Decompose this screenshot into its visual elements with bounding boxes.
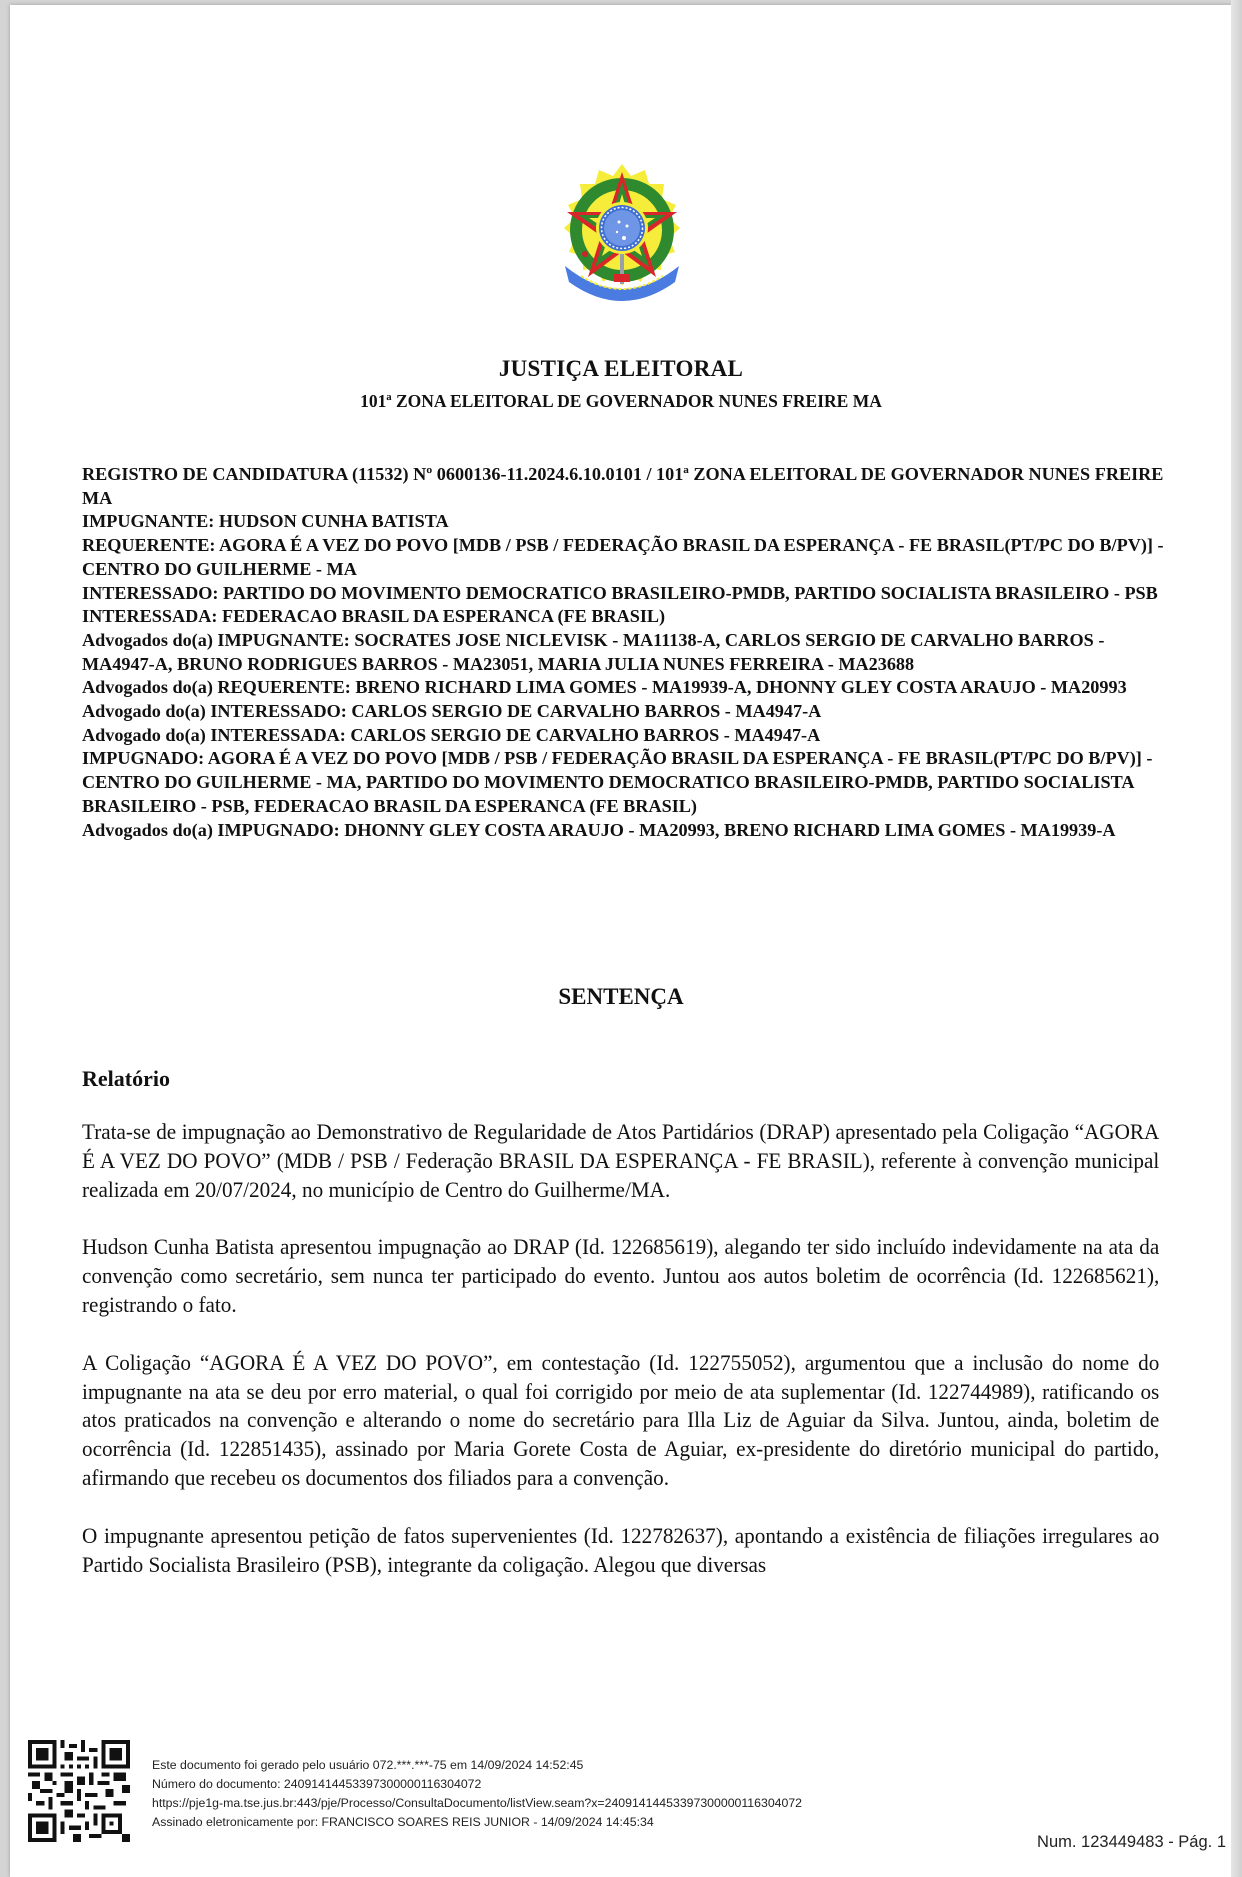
section-heading: Relatório xyxy=(82,1066,170,1091)
qr-code-icon[interactable] xyxy=(28,1740,130,1842)
sentence-body xyxy=(82,1118,1160,1608)
document-url-link[interactable]: https://pje1g-ma.tse.jus.br:443/pje/Processo/ConsultaDocumento/listView.seam?x=24091414453397300000116304072 xyxy=(152,1796,803,1810)
case-registration: REGISTRO DE CANDIDATURA (11532) Nº 0600136-11.2024.6.10.0101 / 101ª ZONA ELEITORAL DE GOVERNADOR NUNES FREIRE MA xyxy=(82,464,1164,508)
case-lawyer-interessado: Advogado do(a) INTERESSADO: CARLOS SERGIO DE CARVALHO BARROS - MA4947-A xyxy=(82,701,822,722)
brazil-coat-of-arms-icon xyxy=(557,162,687,304)
case-interessada: INTERESSADA: FEDERACAO BRASIL DA ESPERANCA (FE BRASIL) xyxy=(82,606,666,627)
paragraph: A Coligação “AGORA É A VEZ DO POVO”, em contestação (Id. 122755052), argumentou que a inclusão do nome do impugnante na ata se deu por erro material, o qual foi corrigido por meio de ata suplementar (Id. 122744989), ratificando os atos praticados na convenção e alterando o nome do secretário para Illa Liz de Aguiar da Silva. Juntou, ainda, boletim de ocorrência (Id. 122851435), assinado por Maria Gorete Costa de Aguiar, ex-presidente do diretório municipal do partido, afirmando que recebeu os documentos dos filiados para a convenção. xyxy=(82,1349,1160,1490)
case-impugnante: IMPUGNANTE: HUDSON CUNHA BATISTA xyxy=(82,511,449,532)
case-lawyers-impugnante: Advogados do(a) IMPUGNANTE: SOCRATES JOSE NICLEVISK - MA11138-A, CARLOS SERGIO DE CARVALHO BARROS - MA4947-A, BRUNO RODRIGUES BARROS - MA23051, MARIA JULIA NUNES FERREIRA - MA23688 xyxy=(82,629,1105,674)
case-interessado: INTERESSADO: PARTIDO DO MOVIMENTO DEMOCRATICO BRASILEIRO-PMDB, PARTIDO SOCIALISTA BRASILEIRO - PSB xyxy=(82,582,1158,603)
scrollbar-track[interactable] xyxy=(1231,0,1242,1877)
page-number: Num. 123449483 - Pág. 1 xyxy=(1037,1833,1226,1851)
generated-info: Este documento foi gerado pelo usuário 072.***.***-75 em 14/09/2024 14:52:45 xyxy=(152,1758,584,1772)
court-zone: 101ª ZONA ELEITORAL DE GOVERNADOR NUNES FREIRE MA xyxy=(360,391,882,411)
case-impugnado: IMPUGNADO: AGORA É A VEZ DO POVO [MDB / PSB / FEDERAÇÃO BRASIL DA ESPERANÇA - FE BRASIL(PT/PC DO B/PV)] - CENTRO DO GUILHERME - MA, PARTIDO DO MOVIMENTO DEMOCRATICO BRASILEIRO-PMDB, PARTIDO SOCIALISTA BRASILEIRO - PSB, FEDERACAO BRASIL DA ESPERANCA (FE BRASIL) xyxy=(82,748,1153,816)
document-number: Número do documento: 24091414453397300000116304072 xyxy=(152,1777,482,1791)
court-title: JUSTIÇA ELEITORAL xyxy=(498,356,744,381)
paragraph: Trata-se de impugnação ao Demonstrativo de Regularidade de Atos Partidários (DRAP) apresentado pela Coligação “AGORA É A VEZ DO POVO” (MDB / PSB / Federação BRASIL DA ESPERANÇA - FE BRASIL), referente à convenção municipal realizada em 20/07/2024, no município de Centro do Guilherme/MA. xyxy=(82,1119,1160,1202)
sentence-title: SENTENÇA xyxy=(558,984,684,1009)
case-lawyers-impugnado: Advogados do(a) IMPUGNADO: DHONNY GLEY COSTA ARAUJO - MA20993, BRENO RICHARD LIMA GOMES - MA19939-A xyxy=(82,819,1116,840)
case-header xyxy=(82,463,1172,842)
document-footer xyxy=(152,1756,802,1832)
case-lawyers-requerente: Advogados do(a) REQUERENTE: BRENO RICHARD LIMA GOMES - MA19939-A, DHONNY GLEY COSTA ARAUJO - MA20993 xyxy=(82,677,1127,698)
paragraph: Hudson Cunha Batista apresentou impugnação ao DRAP (Id. 122685619), alegando ter sido incluído indevidamente na ata da convenção como secretário, sem nunca ter participado do evento. Juntou aos autos boletim de ocorrência (Id. 122685621), registrando o fato. xyxy=(82,1234,1160,1317)
paragraph: O impugnante apresentou petição de fatos supervenientes (Id. 122782637), apontando a existência de filiações irregulares ao Partido Socialista Brasileiro (PSB), integrante da coligação. Alegou que diversas xyxy=(82,1522,1160,1577)
signature-info: Assinado eletronicamente por: FRANCISCO SOARES REIS JUNIOR - 14/09/2024 14:45:34 xyxy=(152,1815,654,1829)
case-requerente: REQUERENTE: AGORA É A VEZ DO POVO [MDB / PSB / FEDERAÇÃO BRASIL DA ESPERANÇA - FE BRASIL(PT/PC DO B/PV)] - CENTRO DO GUILHERME - MA xyxy=(82,535,1164,579)
case-lawyer-interessada: Advogado do(a) INTERESSADA: CARLOS SERGIO DE CARVALHO BARROS - MA4947-A xyxy=(82,724,821,745)
